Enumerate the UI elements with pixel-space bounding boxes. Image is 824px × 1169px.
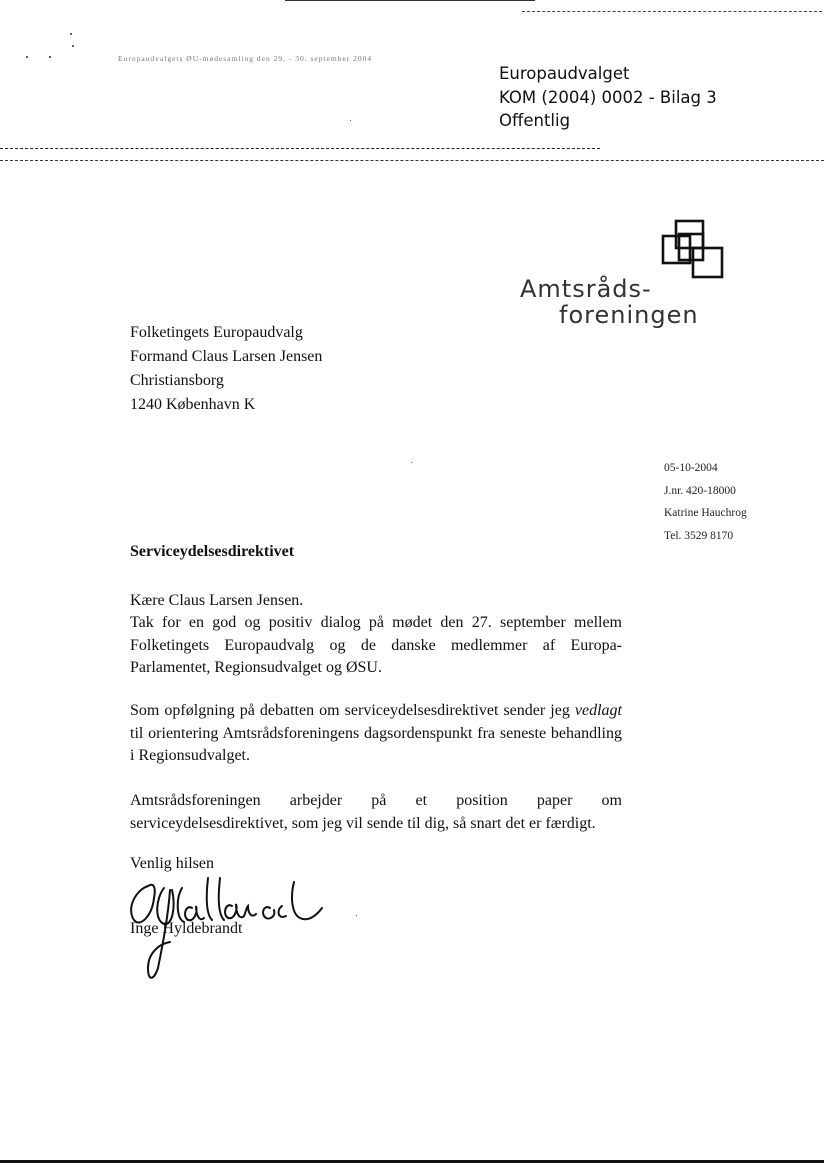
paragraph-1: Tak for en god og positiv dialog på mødet den 27. september mellem Folketingets Europaudvalg og de danske medlemmer af Europa-Parlamentet, Regionsudvalget og ØSU. xyxy=(130,614,622,676)
separator-rule xyxy=(0,148,600,149)
registry-header xyxy=(499,62,717,133)
recipient-building: Christiansborg xyxy=(130,372,224,389)
logo-mark-icon xyxy=(660,218,726,282)
registry-status: Offentlig xyxy=(499,111,571,130)
salutation: Kære Claus Larsen Jensen. xyxy=(130,592,304,609)
recipient-organisation: Folketingets Europaudvalg xyxy=(130,324,303,341)
paragraph-3: Amtsrådsforeningen arbejder på et position paper om serviceydelsesdirektivet, som jeg vil sende til dig, så snart det er færdigt. xyxy=(130,792,622,832)
paragraph-2 xyxy=(130,700,622,768)
scan-speck xyxy=(70,33,72,35)
scan-speck xyxy=(26,56,28,58)
closing: Venlig hilsen xyxy=(130,855,214,872)
scan-speck xyxy=(72,45,74,47)
letter-date: 05-10-2004 xyxy=(664,462,718,474)
fax-header-line: Europaudvalgets ØU-mødesamling den 29. - 30. september 2004 xyxy=(118,54,373,63)
top-edge-line xyxy=(285,0,535,1)
signatory-name: Inge Hyldebrandt xyxy=(130,920,243,937)
letter-subject: Serviceydelsesdirektivet xyxy=(130,543,295,560)
recipient-postcode-city: 1240 København K xyxy=(130,396,256,413)
logo-text-line1: Amtsråds- xyxy=(520,275,652,303)
scan-speck xyxy=(356,915,357,916)
paragraph-2-part2: til orientering Amtsrådsforeningens dagsordenspunkt fra seneste behandling i Regionsudvalget. xyxy=(130,724,622,764)
recipient-name: Formand Claus Larsen Jensen xyxy=(130,348,323,365)
scan-speck xyxy=(49,56,51,58)
logo-text-line2: foreningen xyxy=(559,301,699,329)
paragraph-2-emphasis: vedlagt xyxy=(574,702,622,719)
recipient-address xyxy=(130,321,322,417)
registry-committee: Europaudvalget xyxy=(499,64,630,83)
logo xyxy=(520,212,730,332)
top-right-dash xyxy=(522,11,822,12)
journal-number: J.nr. 420-18000 xyxy=(664,484,736,497)
scan-speck xyxy=(411,462,412,463)
letter-meta xyxy=(664,457,747,547)
separator-rule xyxy=(0,160,824,161)
contact-phone: Tel. 3529 8170 xyxy=(664,529,734,542)
scan-speck xyxy=(350,120,351,121)
bottom-edge-line xyxy=(0,1160,824,1163)
registry-reference: KOM (2004) 0002 - Bilag 3 xyxy=(499,87,717,107)
contact-person: Katrine Hauchrog xyxy=(664,507,747,519)
paragraph-2-part1: Som opfølgning på debatten om serviceydelsesdirektivet sender jeg xyxy=(130,702,575,719)
